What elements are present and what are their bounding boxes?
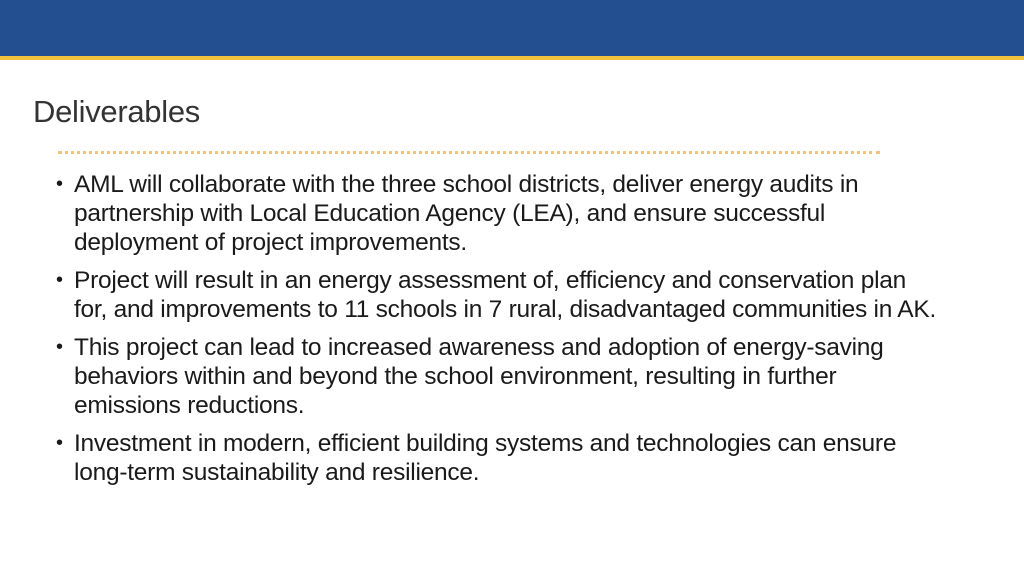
bullet-text: Investment in modern, efficient building systems and technologies can ensure long-term sustainability and resilience. (74, 430, 897, 486)
bullet-icon: • (56, 269, 63, 291)
bullet-icon: • (56, 432, 63, 454)
header-accent-line (0, 56, 1024, 60)
dotted-divider (58, 151, 880, 154)
bullet-icon: • (56, 173, 63, 195)
bullet-text: AML will collaborate with the three school districts, deliver energy audits in partnership with Local Education Agency (LEA), and ensure successful deployment of project improvements. (74, 171, 859, 256)
bullet-item (56, 429, 936, 487)
bullet-item (56, 266, 936, 324)
header-bar (0, 0, 1024, 56)
bullet-item (56, 333, 936, 420)
slide-title: Deliverables (33, 94, 200, 129)
bullet-list (56, 170, 936, 496)
bullet-text: Project will result in an energy assessment of, efficiency and conservation plan for, and improvements to 11 schools in 7 rural, disadvantaged communities in AK. (74, 267, 937, 323)
bullet-item (56, 170, 936, 257)
bullet-text: This project can lead to increased awareness and adoption of energy-saving behaviors within and beyond the school environment, resulting in further emissions reductions. (74, 334, 884, 419)
bullet-icon: • (56, 336, 63, 358)
